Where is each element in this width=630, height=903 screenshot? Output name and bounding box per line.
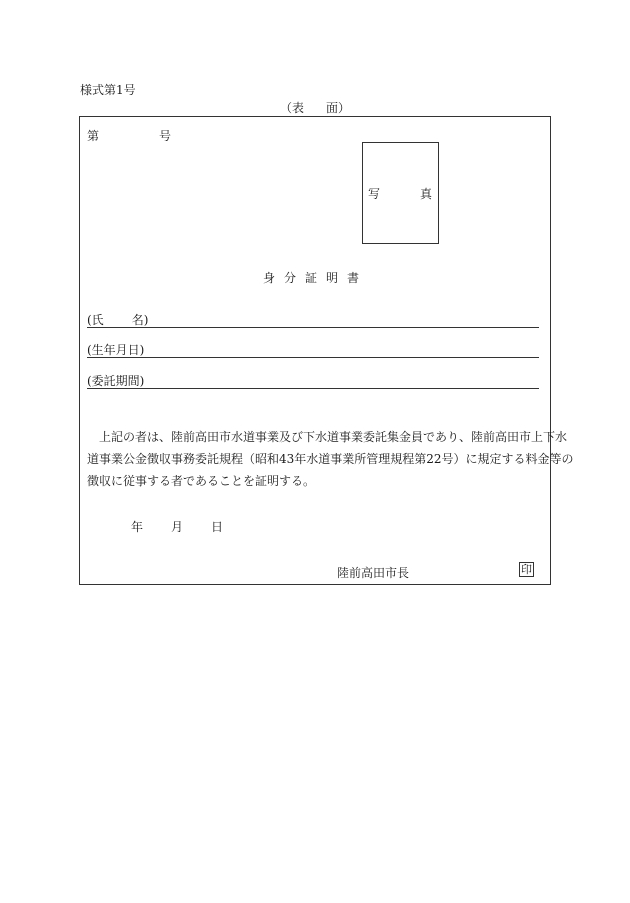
name-label-close: 名): [131, 313, 149, 327]
certification-line-1: 上記の者は、陸前高田市水道事業及び下水道事業委託集金員であり、陸前高田市上下水: [99, 430, 568, 444]
photo-label-left: 写: [368, 187, 381, 201]
photo-label: [368, 185, 432, 202]
seal-mark: 印: [521, 563, 532, 576]
date-day: 日: [211, 520, 224, 534]
commission-term-field: [87, 374, 539, 389]
birthdate-field: [87, 343, 539, 358]
issue-date: [131, 518, 223, 535]
date-month: 月: [171, 520, 184, 534]
number-suffix: 号: [159, 129, 172, 143]
photo-label-right: 真: [420, 187, 433, 201]
certification-line-3: 徴収に従事する者であることを証明する。: [87, 474, 316, 488]
certificate-title: 身分証明書: [263, 271, 369, 285]
form-number: 様式第1号: [80, 83, 136, 97]
side-label-open: （表: [280, 101, 305, 115]
side-label-close: 面）: [326, 101, 351, 115]
certificate-number: [87, 127, 171, 144]
date-year: 年: [131, 520, 144, 534]
commission-term-label: (委託期間): [87, 374, 145, 388]
certification-line-2: 道事業公金徴収事務委託規程（昭和43年水道事業所管理規程第22号）に規定する料金等の: [87, 452, 574, 466]
name-label-open: (氏: [87, 313, 104, 327]
issuer-name: 陸前高田市長: [337, 566, 410, 580]
name-field: [87, 313, 539, 328]
certification-text: [87, 426, 574, 492]
side-label: [280, 99, 350, 116]
birthdate-label: (生年月日): [87, 343, 145, 357]
number-prefix: 第: [87, 129, 100, 143]
